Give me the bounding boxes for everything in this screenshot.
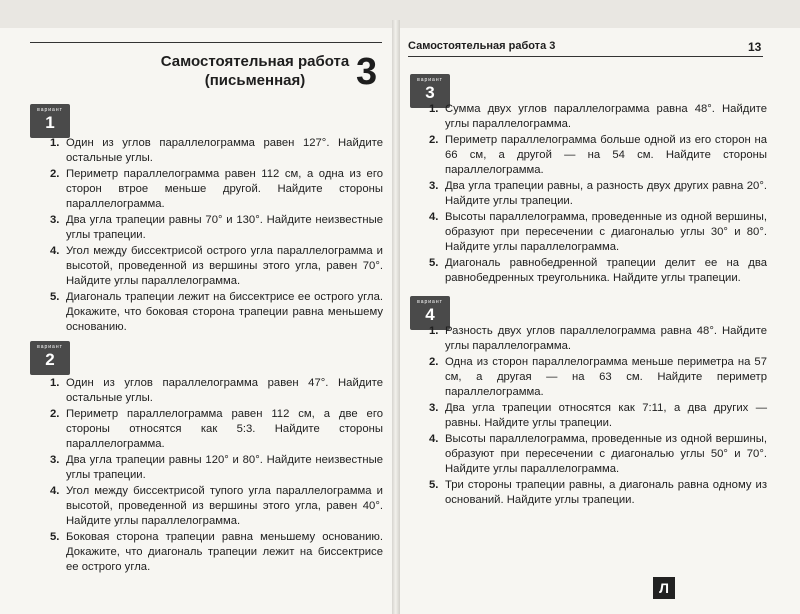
title-line-2: (письменная) bbox=[204, 72, 306, 89]
problem-number: 1. bbox=[429, 103, 439, 115]
problem-item bbox=[50, 167, 383, 212]
variant-number: 1 bbox=[45, 113, 55, 132]
problem-item bbox=[50, 376, 383, 406]
problem-number: 5. bbox=[50, 291, 60, 303]
problem-text: Угол между биссектрисой острого угла параллелограмма и высотой, проведенной из вершины этого угла, равен 70°. Найдите углы параллелограмма. bbox=[66, 245, 383, 287]
problem-item bbox=[429, 355, 767, 400]
problem-number: 3. bbox=[429, 402, 439, 414]
page-number: 13 bbox=[748, 40, 762, 54]
problem-text: Угол между биссектрисой тупого угла параллелограмма и высотой, проведенной из вершины этого угла, равен 40°. Найдите углы параллелограмма. bbox=[66, 485, 383, 527]
problem-text: Разность двух углов параллелограмма равна 48°. Найдите углы параллелограмма. bbox=[445, 325, 767, 352]
problem-number: 3. bbox=[50, 454, 60, 466]
problem-item bbox=[429, 478, 767, 508]
variant-1-problems bbox=[50, 136, 383, 336]
work-number: 3 bbox=[356, 51, 378, 93]
problem-item bbox=[50, 136, 383, 166]
problem-text: Два угла трапеции относятся как 7:11, а два других — равны. Найдите углы трапеции. bbox=[445, 402, 767, 429]
problem-number: 2. bbox=[429, 356, 439, 368]
problem-text: Периметр параллелограмма больше одной из его сторон на 66 см, а другой — на 54 см. Найдите стороны параллелограмма. bbox=[445, 134, 767, 176]
problem-text: Высоты параллелограмма, проведенные из одной вершины, образуют при пересечении с диагональю углы 30° и 80°. Найдите углы параллелограмма. bbox=[445, 211, 767, 253]
problem-number: 3. bbox=[50, 214, 60, 226]
variant-3-problems bbox=[429, 102, 767, 287]
problem-text: Боковая сторона трапеции равна меньшему основанию. Докажите, что диагональ трапеции лежит на биссектрисе ее острого угла. bbox=[66, 531, 383, 573]
problem-text: Периметр параллелограмма равен 112 см, а две его стороны относятся как 5:3. Найдите стороны параллелограмма. bbox=[66, 408, 383, 450]
problem-number: 4. bbox=[429, 211, 439, 223]
right-header-rule bbox=[408, 56, 763, 57]
problem-text: Три стороны трапеции равны, а диагональ равна одному из оснований. Найдите углы трапеции. bbox=[445, 479, 767, 506]
problem-item bbox=[50, 290, 383, 335]
problem-text: Два угла трапеции равны 70° и 130°. Найдите неизвестные углы трапеции. bbox=[66, 214, 383, 241]
problem-item bbox=[429, 210, 767, 255]
problem-item bbox=[429, 256, 767, 286]
problem-text: Сумма двух углов параллелограмма равна 48°. Найдите углы параллелограмма. bbox=[445, 103, 767, 130]
problem-text: Одна из сторон параллелограмма меньше периметра на 57 см, а другая — на 63 см. Найдите периметр параллелограмма. bbox=[445, 356, 767, 398]
variant-4-problems bbox=[429, 324, 767, 509]
book-spine bbox=[392, 20, 400, 614]
variant-2-badge bbox=[30, 341, 70, 375]
problem-text: Два угла трапеции равны, а разность двух других равна 20°. Найдите углы трапеции. bbox=[445, 180, 767, 207]
variant-number: 3 bbox=[425, 83, 435, 102]
problem-number: 1. bbox=[429, 325, 439, 337]
variant-1-badge bbox=[30, 104, 70, 138]
problem-item bbox=[429, 401, 767, 431]
problem-item bbox=[429, 432, 767, 477]
running-header: Самостоятельная работа 3 bbox=[408, 40, 556, 52]
left-header-rule bbox=[30, 42, 382, 43]
problem-text: Один из углов параллелограмма равен 47°. Найдите остальные углы. bbox=[66, 377, 383, 404]
problem-item bbox=[50, 244, 383, 289]
problem-item bbox=[50, 407, 383, 452]
problem-text: Диагональ трапеции лежит на биссектрисе ее острого угла. Докажите, что боковая сторона трапеции равна меньшему основанию. bbox=[66, 291, 383, 333]
problem-text: Два угла трапеции равны 120° и 80°. Найдите неизвестные углы трапеции. bbox=[66, 454, 383, 481]
problem-item bbox=[50, 213, 383, 243]
problem-text: Один из углов параллелограмма равен 127°. Найдите остальные углы. bbox=[66, 137, 383, 164]
problem-number: 2. bbox=[50, 408, 60, 420]
variant-number: 2 bbox=[45, 350, 55, 369]
variant-number: 4 bbox=[425, 305, 435, 324]
variant-caption: вариант bbox=[37, 344, 63, 350]
problem-text: Периметр параллелограмма равен 112 см, а одна из его сторон втрое меньше другой. Найдите стороны параллелограмма. bbox=[66, 168, 383, 210]
problem-number: 3. bbox=[429, 180, 439, 192]
problem-number: 5. bbox=[50, 531, 60, 543]
problem-number: 4. bbox=[429, 433, 439, 445]
problem-number: 2. bbox=[429, 134, 439, 146]
variant-caption: вариант bbox=[417, 299, 443, 305]
title-line-1: Самостоятельная работа bbox=[160, 53, 350, 70]
publisher-logo: Л bbox=[653, 577, 675, 599]
problem-item bbox=[50, 530, 383, 575]
problem-item bbox=[429, 324, 767, 354]
problem-number: 2. bbox=[50, 168, 60, 180]
problem-item bbox=[429, 102, 767, 132]
problem-number: 1. bbox=[50, 137, 60, 149]
problem-text: Диагональ равнобедренной трапеции делит ее на два равнобедренных треугольника. Найдите углы трапеции. bbox=[445, 257, 767, 284]
problem-number: 5. bbox=[429, 257, 439, 269]
variant-2-problems bbox=[50, 376, 383, 576]
problem-number: 5. bbox=[429, 479, 439, 491]
problem-number: 4. bbox=[50, 485, 60, 497]
problem-item bbox=[429, 179, 767, 209]
problem-item bbox=[50, 484, 383, 529]
page-title bbox=[160, 52, 350, 90]
problem-number: 1. bbox=[50, 377, 60, 389]
problem-number: 4. bbox=[50, 245, 60, 257]
variant-caption: вариант bbox=[417, 77, 443, 83]
problem-item bbox=[50, 453, 383, 483]
problem-text: Высоты параллелограмма, проведенные из одной вершины, образуют при пересечении с диагональю углы 50° и 70°. Найдите углы параллелограмма. bbox=[445, 433, 767, 475]
variant-caption: вариант bbox=[37, 107, 63, 113]
problem-item bbox=[429, 133, 767, 178]
